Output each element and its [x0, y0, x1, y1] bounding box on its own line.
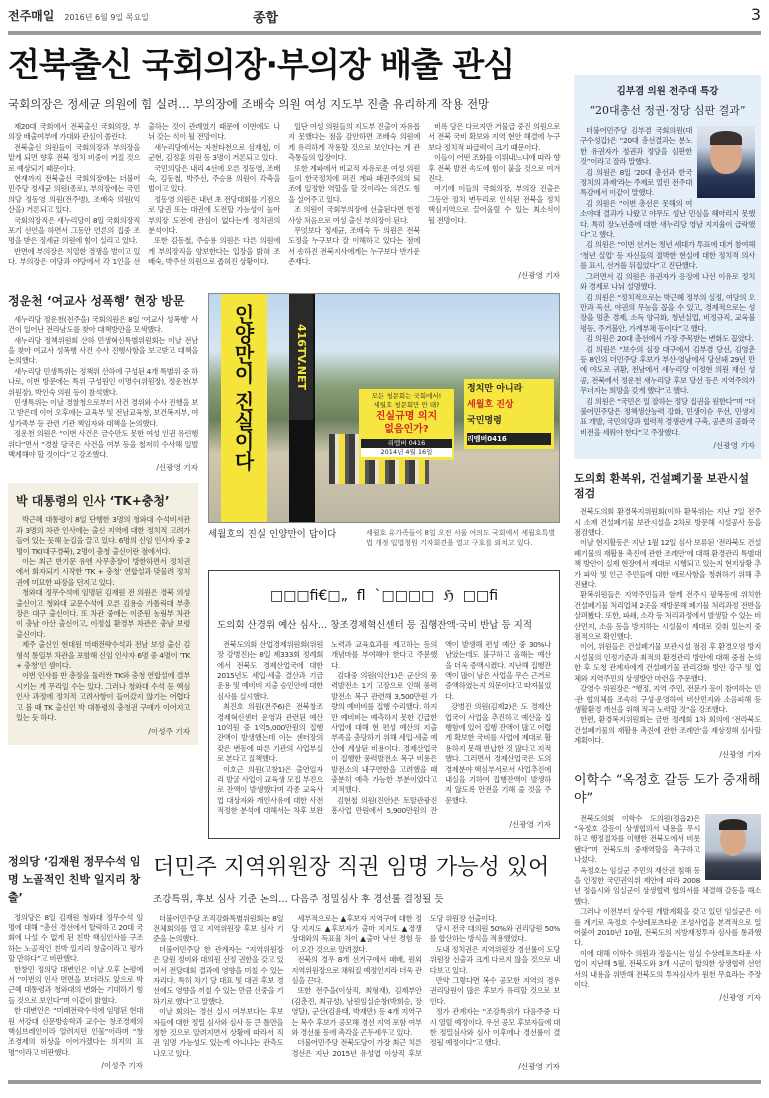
paragraph: 김 의원은 “이번 총선은 못해의 여소야대 결과가 나왔고 야무도 성난 민심을 헤아리지 못했다. 특히 장노년층에 대한 새누리당 영남 지지율이 급락했다”고 했다.	[580, 198, 755, 240]
page-number: 3	[750, 5, 761, 24]
header-divider	[8, 31, 761, 35]
paragraph: 반면에 부의장은 치열한 경쟁을 벌이고 있다. 부의장은 여당과 야당에서 각 1인을 선출하는 것이 관례였기 때문에 이번에도 나뉘 갖는 식이 될 전망이다.	[8, 122, 280, 267]
left2-byline: /이성주 기자	[148, 726, 190, 736]
paragraph: 또한 김동철, 주승용 의원은 다른 의원에게 부의장직을 양보한다는 입장을 밝혀 조배숙, 박주선 의원으로 좁혀진 상황이다.	[148, 236, 280, 267]
paragraph: 이번 인사를 반 총장을 둘러싼 TK와 충청 연합설에 결부시키는 게 무리일 수는 있다. 그러나 청와대 수석 등 핵심 인사 과정에 정치적 고려사항이 들어갔지 않기는 어렵다고 볼 때 TK 출신인 박 대통령의 충청권 구애가 이어지고 있는 듯 하다.	[16, 671, 190, 723]
left2-body	[16, 515, 190, 723]
main-article-body	[8, 122, 560, 268]
paragraph: 그러나 이전부터 상수원 개발계획을 갖고 있던 임실군은 이를 계기로 옥정호 수상레포츠타운 조성사업을 본격적으로 밀어붙여 2010년 10월, 전북도의 지방재정투자 심사를 통과했다.	[574, 907, 761, 948]
paragraph: 이들이 어떤 조화를 이뤄내느냐에 따라 향후 전북 발전 속도에 힘이 붙을 것으로 여겨진다.	[428, 153, 560, 184]
paragraph: 또한 계파에서 비교적 자유로운 여성 의원들이 한국정치에 퍼진 계파 패권주의의 퇴조에 일정한 역할을 할 것이라는 의견도 힘을 실어주고 있다.	[288, 163, 420, 204]
sidebar-box	[574, 75, 761, 459]
paragraph: 무엇보다 정세균, 조배숙 두 의원은 전북도정을 누구보다 잘 이해하고 있다는 점에서 송하진 전북지사에게는 누구보다 반가운 존재다.	[288, 226, 420, 267]
sign2-footer: 리멤버0416	[467, 433, 551, 445]
bottom-main-body	[153, 914, 560, 1060]
paragraph: 일단 여성 의원들의 지도부 진출이 자유롭지 못했다는 점을 감안하면 조배숙 의원에게 유리하게 작용할 것으로 보인다는 게 관측통들의 입장이다.	[288, 122, 420, 163]
yellow-ribbon	[221, 294, 267, 523]
paragraph: 한창민 정의당 대변인은 이날 오후 논평에서 “이번의 인사 면면을 보더라도 앞으로 박근혜 대통령과 청와대의 변화는 기대하기 힘들 것으로 보인다”며 이같이 밝혔다.	[8, 964, 143, 1005]
paragraph: 이날 현지활동은 지난 1월 12일 심사 보류된 ‘전라북도 건설폐기물의 재활용 촉진에 관한 조례안’에 대해 환경관리 특별대책 방안이 실제 현장에서 제대로 시행되고 있는지 현지상황 추가 파악 및 인근 주민들에 대한 애로사항을 청취하기 위해 추진됐다.	[574, 538, 761, 590]
paragraph: 더불어민주당 조직강화특별위원회는 8일 전체회의를 열고 지역위원장 후보 심사 기준을 논의했다.	[153, 913, 284, 944]
paper-name: 전주매일	[8, 9, 55, 23]
section-name: 종합	[253, 11, 279, 26]
paragraph: 정동영 의원은 내년 초 전당대회를 기점으로 당권 또는 대권에 도전할 가능성이 높아 부의장 도전에 관심이 없다는게 정치권의 분석이다.	[148, 194, 280, 236]
paragraph: 제주 출신인 현대원 미래전략수석과 전남 보성 출신 김형석 통일부 차관을 포함해 신임 인사자 6명 중 4명이 ‘TK + 충청’인 셈이다.	[16, 640, 190, 671]
masthead	[8, 5, 761, 29]
sidebar-byline: /신광영 기자	[713, 441, 755, 451]
sign1-footer: 리멤버 0416	[361, 439, 452, 448]
council-budget-box	[208, 570, 560, 839]
paragraph: 이어, 위원들은 건설폐기물 보관시설 점검 후 환경오염 방지 시설물의 인정기준과 최적의 환경관리 방안에 대해 중점 논의한 후 도청 관계자에게 건설폐기물 관리강화 방안 강구 및 업체와 지역주민의 상생방안 마련을 주문했다.	[574, 642, 761, 683]
paragraph: 전북도의회 환경복지위원회(이하 환복위)는 지난 7일 전주시 소재 건설폐기물 보관시설을 2차로 방문해 시설공사 등을 점검했다.	[574, 507, 761, 537]
paragraph: 김 의원은 “이번 선거는 청년 세대가 투표에 대거 참여해 ‘청년 실업’ 등 자신들의 절박한 현실에 대한 정치적 의사를 표시, 선거를 뒤집었다”고 진단했다.	[580, 240, 755, 271]
ribbon-text: 인양만이 진실이다	[231, 303, 255, 471]
pole-ribbon	[289, 294, 315, 523]
paragraph: 이에 대해 이학수 의원과 정읍시는 임실 수상레포츠타운 사업이 지난해 5월, 전북도와 3개 시군이 합의한 상생협력 선언서의 내용을 위반해 전북도의 투자심사가 원천 무효라는 주장이다.	[574, 948, 761, 990]
left2-headline: 박 대통령의 인사 ‘TK+충청’	[16, 494, 170, 509]
bottom-left-body	[8, 913, 143, 1059]
paragraph: 김 의원은 8일 ‘20대 총선과 한국정치의 과제’라는 주제로 열린 전주대 특강에서 이같이 말했다.	[580, 167, 692, 198]
sidebar-kicker: 김부겸 의원 전주대 특강	[616, 86, 719, 97]
sign1-line: 없음인가?	[384, 423, 429, 435]
paragraph: 현재까지 전북출신 국회의장에는 더불어민주당 정세균 의원(종로), 부의장에는 국민의당 정동영 의원(전주병), 조배숙 의원(익산을) 거론되고 있다.	[8, 174, 140, 215]
sign1-date: 2014년 4월 16일	[361, 448, 452, 457]
sign2-line: 세월호 진상	[467, 399, 514, 410]
sewol-protest-photo	[208, 293, 560, 523]
bottom-main-subheadline: 조강특위, 후보 심사 기준 논의… 다음주 정밀심사 후 경선룰 결정될 듯	[153, 893, 444, 905]
right-column	[574, 45, 761, 1003]
sidebar-headline: “20대총선 정권·정당 심판 결과”	[589, 104, 746, 117]
paragraph: 한편, 환경복지위원회는 금번 정례회 1차 회의에 ‘전라북도 건설폐기물의 재활용 촉진에 관한 조례안’을 재상정해 심사할 계획이다.	[574, 715, 761, 746]
paragraph: 그러면서 김 의원은 유권자가 응징에 나선 이유로 정치와 경제로 나눠 설명했다.	[580, 271, 755, 292]
paragraph: 정운천 의원은 “이번 사건은 금수만도 못한 여성 인권 유린행위다”면서 “경찰 당국은 사건을 여부 등을 철저히 수사해 일벌백계해야 할 것이다”고 강조했다.	[8, 429, 198, 459]
left1-byline: /신광영 기자	[156, 463, 198, 473]
paragraph: 당시 전국 대의원 50%와 권리당원 50%를 합산하는 방식을 적용했었다.	[429, 924, 560, 944]
paragraph: 도내 정치권은 지역위원장 경선룰이 도당 위원장 선출과 크게 다르지 않을 것으로 내다보고 있다.	[429, 944, 560, 975]
issue-date: 2016년 6월 9일 목요일	[64, 13, 149, 22]
paragraph: 국회의장직은 새누리당이 8일 국회의장직 포기 선언을 하면서 그동안 언론의 집중 조명을 받은 정세균 의원에 힘이 실리고 있다.	[8, 215, 140, 246]
protest-sign-2	[464, 379, 554, 449]
paragraph: 만약 그렇다면 복수 공모한 지역의 경우 권리당원이 많은 후보가 유리할 것으로 보인다.	[429, 976, 560, 1006]
box-byline: /신광영 기자	[509, 819, 551, 829]
paragraph: 더불어민주당 김부겸 국회의원(대구수성갑)은 “20대 총선결과는 분노한 유권자가 정권과 정당을 심판한 것”이라고 잘라 말했다.	[580, 126, 692, 167]
paragraph: 최진호 의원(전주6)은 전북창조경제혁신센터 운영과 관련된 예산 10억원 중 1억5,000만원의 집행잔액이 발생했는데 이는 센터장의 잦은 변동에 따른 기관의 사업부실로 본다고 질책했다.	[217, 702, 323, 764]
sidebar-article-body	[580, 126, 755, 438]
sign1-line: 세월호 청문회만 안 돼?	[373, 400, 440, 409]
paragraph: 김 의원은 “보수의 심장 대구에서 김부겸 당선, 김영춘 등 8인의 더민주당 후보가 부산·영남에서 당선돼 29년 만에 야도로 귀환, 전남에서 새누리당 이정현 의원 재선 성공, 전북에서 정운천 새누리당 후보 당선 등은 지역주의가 무너지는 희망을 갖게 했다”고 했다.	[580, 344, 755, 396]
paragraph: 한 대변인은 “미래전략수석에 임명된 현대원 서강대 신문방송학과 교수는 창조경제의 핵심브레인이라 알려지던 인물”이라며 “창조경제의 허상을 이어가겠다는 의지의 표명”이라고 비판했다.	[8, 1006, 143, 1057]
pole-ribbon-text: 416TV.NET	[289, 294, 313, 420]
bottom-left-byline: /이성주 기자	[101, 1061, 143, 1071]
paragraph: 정의당은 8일 김재원 청와대 정무수석 임명에 대해 “총선 경선에서 탈락하고 20대 국회에 나설 수 없게 된 친박 핵심인사를 구조하는 노골적인 친박 일지리 창출이라고 평가할 만하다”고 비판했다.	[8, 912, 143, 964]
left1-headline: 정운천 ‘여교사 성폭행’ 현장 방문	[8, 293, 185, 308]
paragraph: 전북의 경우 8개 선거구에서 패배, 원외 지역위원장으로 채워질 예정인지라 더욱 관심을 끈다.	[291, 955, 422, 986]
paragraph: 김대중 의원(익산1)은 군산의 풍력발전소 1기 고장으로 인해 풍력발전소 복구 관련해 3,500만원 가량의 예비비를 집행 수리했다. 하지만 예비비는 예측하지 못한 긴급한 사업에 대해 현 편성 예산의 지출 부족을 충당하기 위해 세입·세출 예산에 계상된 비용이다. 경제산업국이 집행한 풍력발전소 복구 비용은 발전소의 내구연한을 고려했을 때 충분히 예측 가능한 부분이었다고 지적했다.	[331, 670, 437, 795]
sign2-line: 국민명령	[467, 415, 502, 426]
box-article-body	[217, 640, 551, 817]
paragraph: 김현철 의원(진안)은 토탈관광진흥사업 만원에서 5,900만원의 잔액이 발생해 편성 예산 중 30%나 남았는데도 불구하고 올해는 예산을 더욱 증액시켰다. 지난해 집행잔액이 많이 남은 사업을 무슨 근거로 증액하였는지 의문이다고 따져물었다.	[331, 639, 551, 816]
paragraph: 조 의원이 국회부의장에 선출된다면 헌정사상 처음으로 여성 출신 부의장이 된다.	[288, 205, 420, 225]
sign1-line: 진실규명 의지	[375, 410, 438, 422]
paragraph: 김 의원은 “정치적으로는 박근혜 정부의 실정, 여당의 오만과 독선, 야권의 무능을 꼽을 수 있고, 경제적으로는 성장을 멈춘 경제, 소득 양극화, 청년실업, 비정규직, 교육불평등, 주거불안, 가계부채 등이다”고 했다.	[580, 292, 755, 333]
bottom-main-byline: /신광영 기자	[518, 1062, 560, 1072]
paragraph: 청와대 정무수석에 임명된 김재원 전 의원은 경북 의성 출신이고 청와대 교문수석에 오른 김용승 가톨릭대 부총장은 대구 출신이다. 또 차관 중에는 이준원 농림부 차관이 충남 아산 출신이고, 이정섭 환경부 차관은 충남 보령 출신이다.	[16, 588, 190, 639]
paragraph: 민생특위는 이날 경찰청으로부터 사건 경위와 수사 진행을 보고 받은데 이어 오후에는 교육부 및 전남교육청, 보건복지부, 여성가족부 등 관련 기관 책임자와 대책을 논의했다.	[8, 397, 198, 428]
paragraph: 김 의원은 20대 총선에서 가장 주목받는 변화도 꼽았다.	[586, 334, 754, 344]
sign1-line: 모든 청문회는 국회에서!	[371, 391, 442, 400]
paragraph: 세부적으로는 ▲후보자 지역구에 대한 정당 지지도 ▲후보자가 출마 지지도 ▲경쟁 상대와의 득표율 차이 ▲출마 낙선 경험 등이 오간 것으로 알려졌다.	[291, 913, 422, 954]
right2-byline: /신광영 기자	[719, 993, 761, 1003]
bottom-left-headline: 정의당 ‘김재원 정무수석 임명 노골적인 친박 일지리 창출’	[8, 854, 141, 904]
right1-byline: /신광영 기자	[719, 749, 761, 759]
left-area	[8, 45, 560, 1072]
paragraph: 새누리당 정운천(전주을) 국회의원은 8일 ‘여교사 성폭행’ 사건이 일어난 전라남도를 찾아 대책방안을 모색했다.	[8, 314, 198, 335]
left2-box	[8, 483, 198, 744]
paragraph: 또한 전주을(이상직, 최형재), 김제부안(김춘진, 최규성), 남원임실순창(박희승, 장영달), 군산(김윤태, 박재만) 등 4개 지역구는 복수 후보가 공모해 경선 지역 포함 여부와 경선룰 등에 촉각을 곤두세우고 있다.	[291, 986, 422, 1038]
right1-headline: 도의회 환복위, 건설폐기물 보관시설 점검	[574, 472, 750, 501]
photo-caption: 세월호 유가족들이 8일 오전 서울 여의도 국회에서 세월호특별법 개정 입법청원 기자회견을 열고 구호를 외치고 있다.	[366, 528, 556, 547]
paragraph: 김 의원은 “국민은 일 잘하는 정당 집권을 원한다”며 “더불어민주당은 정책생산능력 강화, 민생이슈 우선, 민생지표 개발, 국민의당과 협력적 경쟁관계 구축, 공존의 공화국 비전을 세워야 한다”고 주장했다.	[580, 396, 756, 437]
main-subheadline: 국회의장은 정세균 의원에 힘 실려… 부의장에 조배숙 의원 여성 지도부 진출 유리하게 작용 전망	[8, 97, 490, 111]
paragraph: 옥정호는 임실군 주민의 재산권 침해 등을 인정한 국민권익위 제안에 따라 2008년 정읍시와 임실군이 상생협력 협의서를 체결해 갈등을 해소했다.	[574, 865, 761, 906]
paragraph: 정가 관계자는 “조강특위가 다음주중 다시 열릴 예정이다. 우선 공모 후보자들에 대한 정밀심사와 심사 이후에나 경선룰이 결정될 예정이다”고 했다.	[429, 1007, 560, 1048]
main-byline: /신광영 기자	[518, 270, 560, 280]
sign2-line: 정치만 아니라	[467, 383, 523, 394]
right1-body	[574, 507, 761, 746]
paragraph: 전북도의회 이학수 도의원(정읍2)은 “옥정호 갈등이 상생협의서 내용을 무시하고 행정절차를 이행한 전북도에서 비롯됐다”며 전북도의 중재역할을 촉구하고 나섰다.	[574, 813, 700, 865]
paragraph: 박근혜 대통령이 8일 단행한 3명의 청와대 수석비서관과 3명의 차관 인사에는 출신 지역에 대한 정치적 고려가 들어 있는 듯해 눈길을 끌고 있다. 6명의 신임 인사자 중 2명이 TK(대구경북), 2명이 충청 출신이란 점에서다.	[16, 515, 190, 556]
paragraph: 제20대 국회에서 전북출신 국회의장, 부의장 배출여부에 가대와 관심이 쏠린다.	[8, 122, 140, 142]
box-subheadline: 도의회 산경위 예산 심사… 창조경제혁신센터 등 집행잔액·국비 반납 등 지적	[217, 619, 533, 631]
paragraph: 환복위원들은 지역주민들과 함께 전주시 팔복동에 위치한 건설폐기물 처리업체 2곳을 재방문해 폐기물 처리과정 전반을 살펴봤다. 또한, 파쇄, 소각 등 처리과정에서 발생할 수 있는 비산먼지, 소음 등을 방지하는 시설물이 제대로 갖춰 있는지 중점적으로 확인했다.	[574, 590, 761, 642]
paragraph: 강영수 위원장은 “행정, 지역 주민, 전문가 등이 참여하는 민·관 협의체를 조속히 구성·운영하여 비산먼지와 소음피해 등 생활환경 개선을 위해 적극 노력할 것”을 강조했다.	[574, 684, 761, 714]
paragraph: 새누리당에서는 자천타천으로 심재철, 이군현, 김정훈 의원 등 3명이 거론되고 있다.	[148, 142, 280, 163]
bottom-main-headline: 더민주 지역위원장 직권 임명 가능성 있어	[153, 854, 550, 880]
paragraph: 여기에 이들의 국회의장, 부의장 진출은 그동안 정치 변두리로 인식된 전북을 정치 핵심지역으로 끌어올릴 수 있는 최소식이 될 전망이다.	[428, 184, 560, 225]
right2-body	[574, 814, 761, 991]
paragraph: 국민의당은 내리 4선에 오른 정동영, 조배숙, 김동철, 박주선, 주승용 의원이 각축을 벌이고 있다.	[148, 163, 280, 194]
left1-body	[8, 315, 198, 461]
paragraph: 새누리당 민생특위는 정책위 산하에 구성된 4개 특별위 중 하나로, 이번 방문에는 특위 구성원인 이명수(위원장), 정운천(부위원장), 박인숙 의원 등이 참석했다.	[8, 366, 198, 397]
paragraph: 강병진 의원(김제2)은 도 경제산업국이 사업을 추진하고 예산을 집행함에 있어 집행 잔액이 많고 어렵게 확보한 국비를 사업에 제대로 활용하지 못해 반납한 것 많다고 지적했다. 그러면서 경제산업국은 도의 경제분야 핵심부서로서 사업추진에 내실을 기하여 집행잔액이 발생하지 않도록 만전을 기해 줄 것을 주문했다.	[445, 702, 551, 805]
protest-sign-1	[359, 389, 454, 460]
kim-bookyum-photo	[697, 126, 755, 198]
main-headline: 전북출신 국회의장·부의장 배출 관심	[8, 45, 515, 84]
paragraph: 비록 당은 다르지만 거물급 중진 의원으로서 전북 국비 확보와 지역 현안 해결에 누구보다 정치적 파급력이 크기 때문이다.	[428, 122, 560, 152]
paragraph: 이는 최근 반기문 유엔 사무총장이 방한하면서 정치권에서 회자되기 시작한 ‘TK + 충청’ 연합설과 맞물려 정치권에 미묘한 파장을 던지고 있다.	[16, 557, 190, 587]
paragraph: 더불어민주당 전북도당이 가장 최근 치른 경선은 지난 2015년 유성엽 이상직 후보 도당 위원장 선출이다.	[291, 913, 497, 1058]
broken-headline: □□□ﬁ€□„ ﬂ ˋ□□□□ ℌ □□ﬁ	[269, 587, 499, 604]
right2-headline: 이학수 “옥정호 갈등 도가 중재해야”	[574, 772, 761, 806]
paragraph: 전북도의회 산업경제위원회(위원장 강병진)는 8일 제333회 정례회에서 전북도 경제산업국에 대한 2015년도 세입·세출 결산과 기금운용 및 예비비 지출 승인안에 대한 심사를 실시했다.	[217, 639, 323, 701]
footer-divider	[8, 1080, 761, 1084]
photo-caption-title: 세월호의 진실 인양만이 답이다	[208, 528, 337, 540]
paragraph: 이날 회의는 경선 실시 여부보다는 후보자들에 대한 정밀 심사와 심사 등 큰 틀만을 정한 것으로 알려지면서 상황에 따라서 직권 임명 가능성도 있는게 아니냐는 관측도 나오고 있다.	[153, 1007, 284, 1058]
paragraph: 더불어민주당 한 관계자는 “지역위원장은 당원 정비와 대의원 선정 권한을 갖고 있어서 전당대회 결과에 영향을 미칠 수 있는 자리다. 특히 차기 당 대표 및 대권 후보 경선에도 영향을 끼칠 수 있는 만큼 신중을 기하기로 했다”고 말했다.	[153, 944, 284, 1006]
paragraph: 새누리당 정책위원회 산하 민생혁신특별위원회는 이날 전남을 찾아 여교사 성폭행 사건 수사 진행사항을 보고받고 대책을 논의했다.	[8, 335, 198, 366]
paragraph: 전북출신 의원들이 국회의장과 부의장을 맡게 되면 향후 전북 정치 비중이 커질 것으로 예상되기 때문이다.	[8, 142, 140, 173]
lee-haksu-photo	[705, 814, 761, 880]
paragraph: 이호근 의원(고창1)은 출연일자리 발굴 사업이 교육생 모집 부진으로 잔액이 발생했다며 각종 교육사업 대상자와 개인사유에 대한 사전 적정한 분석에 대해서는 차후 보완 노력과 교육효과를 제고하는 등의 개념마를 부여해야 한다고 주문했다.	[217, 639, 437, 816]
